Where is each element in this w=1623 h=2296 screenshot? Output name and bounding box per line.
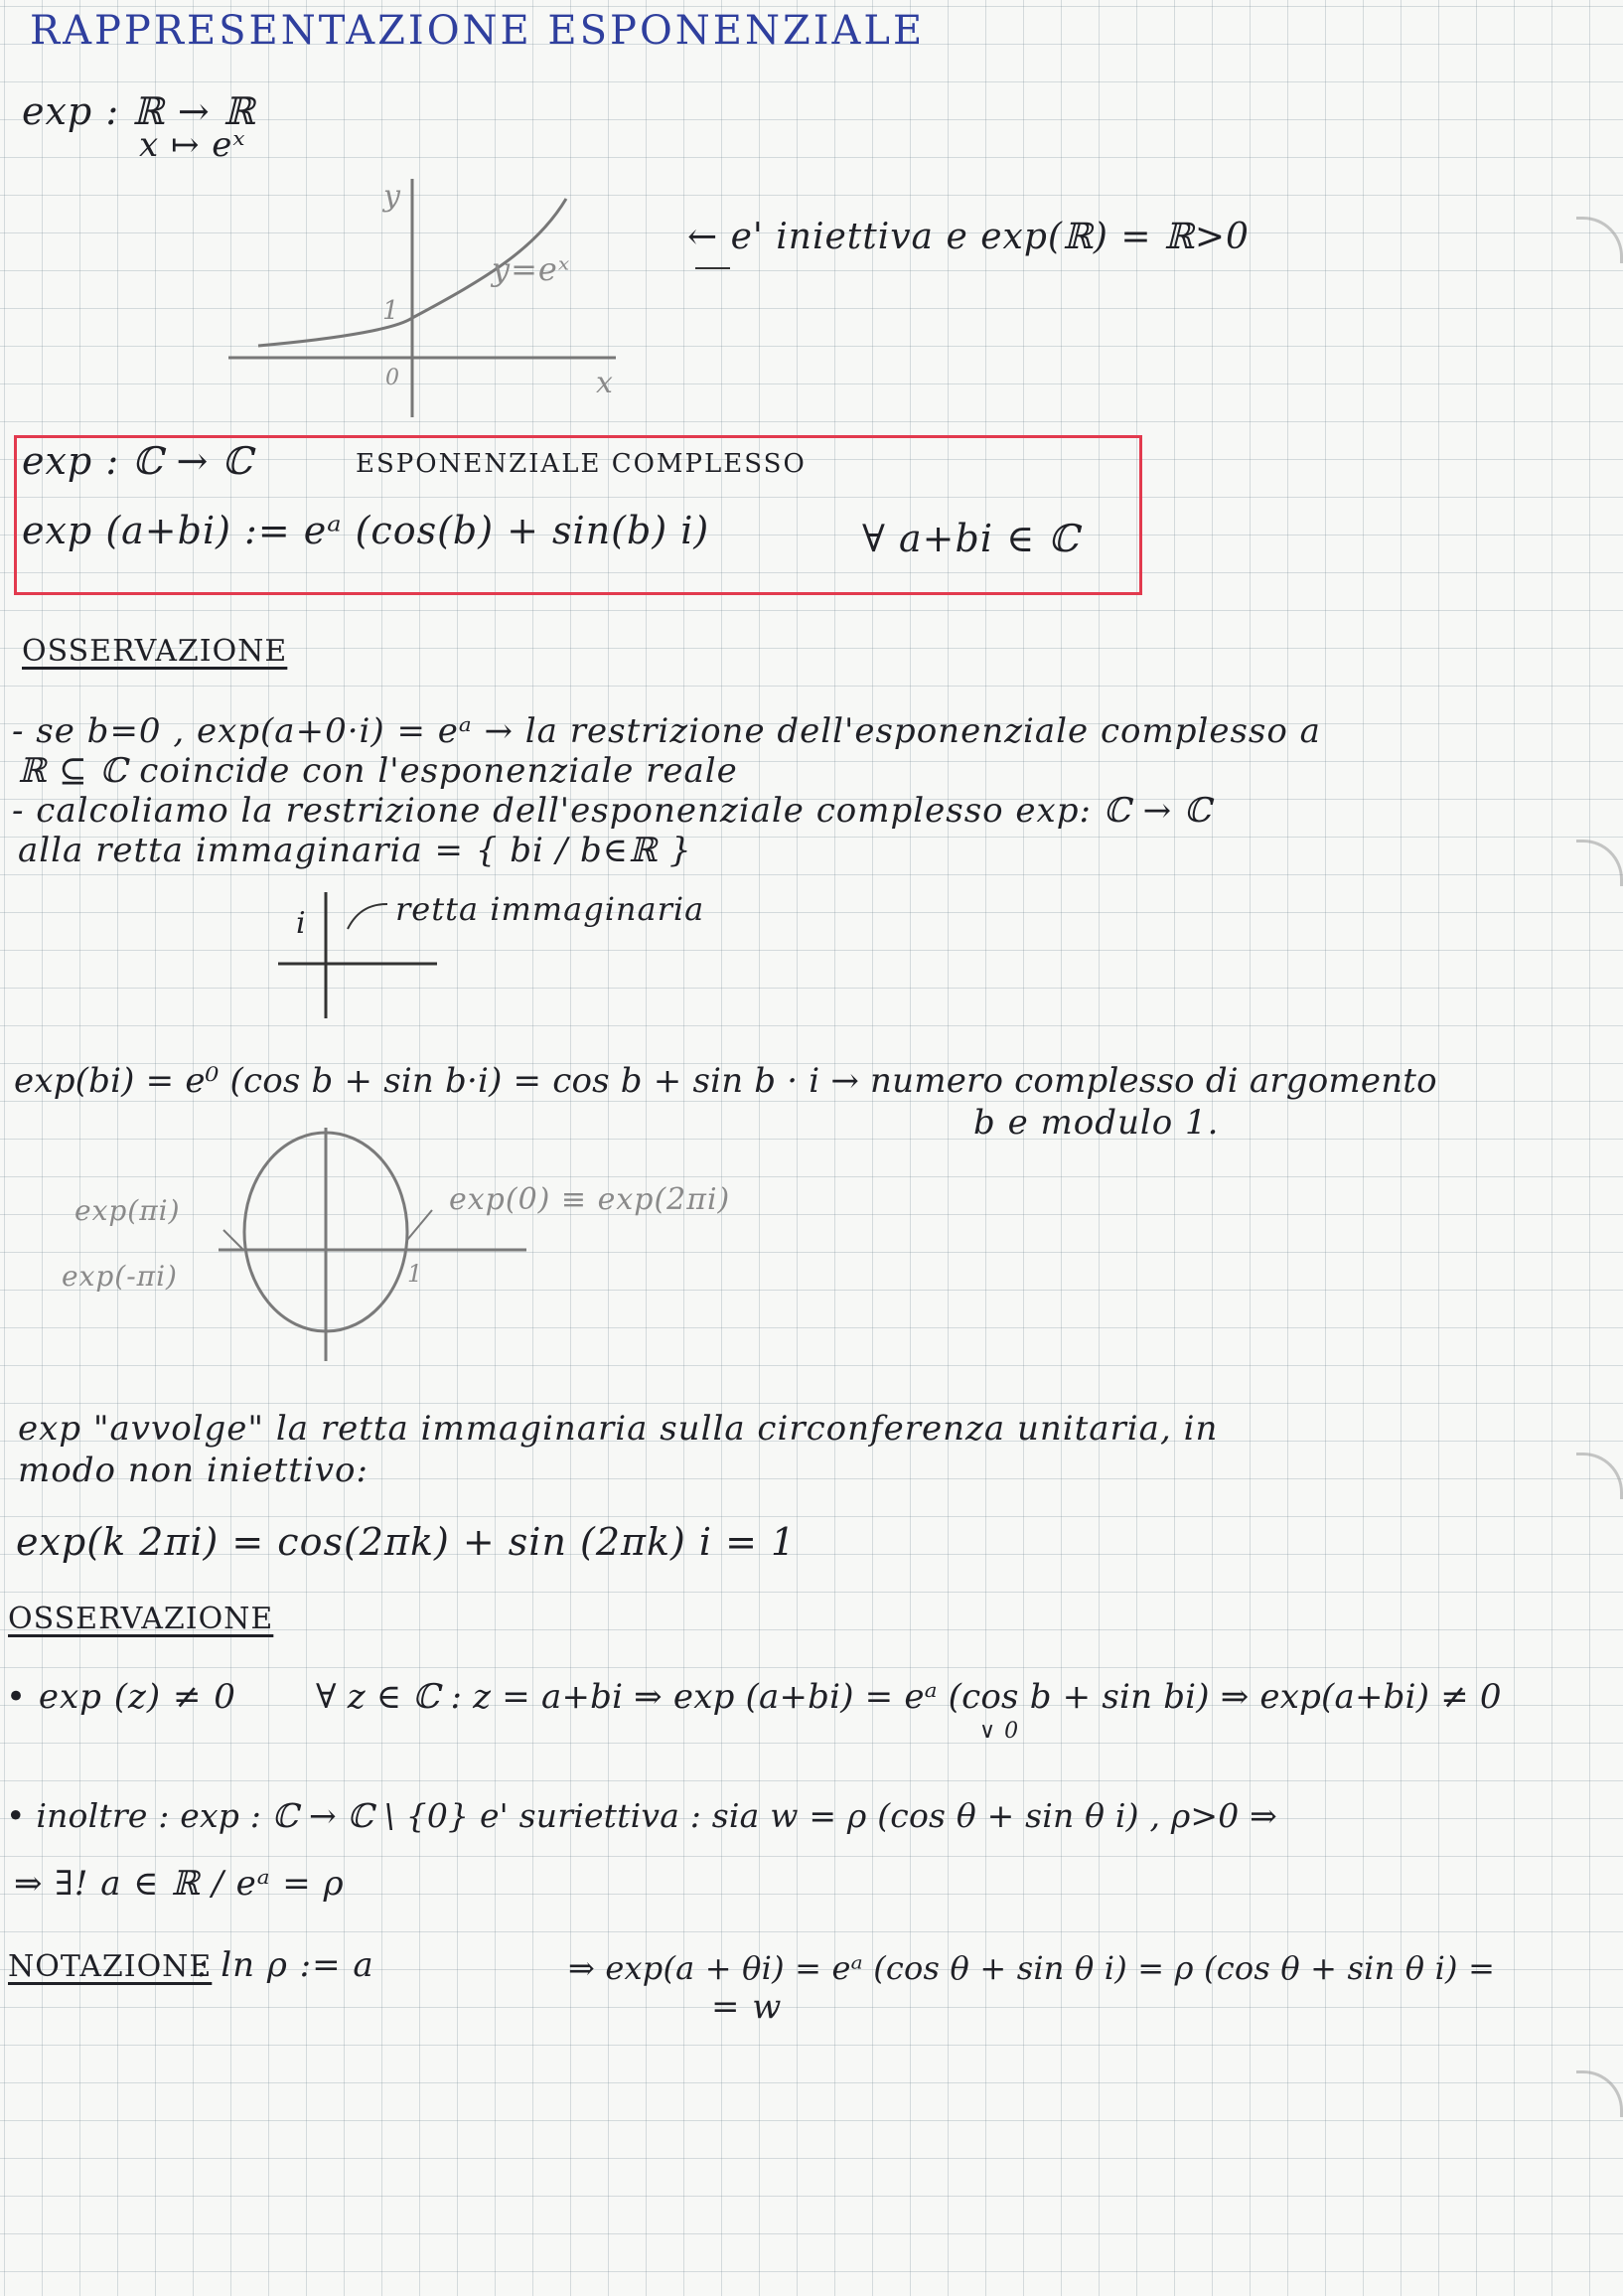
imaginary-axis-arrow: [348, 904, 387, 929]
complex-exp-domain: ∀ a+bi ∈ ℂ: [862, 517, 1080, 560]
graph-origin: 0: [385, 366, 400, 390]
complex-exp-formula: exp (a+bi) := eᵃ (cos(b) + sin(b) i): [22, 509, 710, 552]
circle-label-minus-pi: exp(-πi): [62, 1260, 178, 1293]
observation-2-surjective: • inoltre : exp : ℂ → ℂ \ {0} e' suriettiva : sia w = ρ (cos θ + sin θ i) , ρ>0 ⇒: [6, 1796, 1278, 1835]
observation-heading-1: OSSERVAZIONE: [22, 634, 288, 669]
binder-hole: [1576, 1453, 1623, 1499]
observation-2-unique-log: ⇒ ∃! a ∈ ℝ / eᵃ = ρ: [14, 1864, 345, 1904]
circle-pointer-right: [407, 1210, 432, 1240]
observation-1-line-2: ℝ ⊆ ℂ coincide con l'esponenziale reale: [18, 751, 738, 791]
unit-circle-sketch: [219, 1123, 735, 1361]
complex-exp-label: ESPONENZIALE COMPLESSO: [356, 449, 807, 479]
notation-heading: NOTAZIONE: [8, 1949, 213, 1984]
observation-1-line-4: alla retta immaginaria = { bi / b∈ℝ }: [18, 831, 692, 870]
page-title: RAPPRESENTAZIONE ESPONENZIALE: [30, 8, 926, 54]
wrap-sentence-line-1: exp "avvolge" la retta immaginaria sulla circonferenza unitaria, in: [18, 1409, 1219, 1449]
real-exp-definition: exp : ℝ → ℝ: [22, 89, 256, 133]
binder-hole: [1576, 217, 1623, 263]
exp-bi-formula-continued: b e modulo 1.: [973, 1103, 1220, 1143]
circle-label-pi: exp(πi): [74, 1194, 181, 1227]
binder-hole: [1576, 840, 1623, 886]
observation-2-nonzero-proof: ∀ z ∈ ℂ : z = a+bi ⇒ exp (a+bi) = eᵃ (cos b + sin bi) ⇒ exp(a+bi) ≠ 0: [316, 1677, 1502, 1717]
circle-label-zero: exp(0) ≡ exp(2πi): [449, 1182, 731, 1217]
notation-definition: : ln ρ := a: [197, 1945, 374, 1985]
circle-tick-one: 1: [407, 1260, 424, 1288]
graph-tick-one: 1: [382, 296, 400, 326]
observation-2-nonzero: • exp (z) ≠ 0: [6, 1677, 236, 1717]
notation-formula-tail: = w: [711, 1987, 783, 2027]
graph-y-label: y: [383, 179, 401, 214]
observation-1-line-3: - calcoliamo la restrizione dell'esponenziale complesso exp: ℂ → ℂ: [12, 791, 1212, 831]
imaginary-axis-note: retta immaginaria: [395, 890, 705, 928]
real-exp-mapping: x ↦ eˣ: [139, 125, 246, 165]
graph-x-label: x: [596, 366, 614, 400]
circle-pointer-left: [223, 1230, 243, 1250]
observation-1-line-1: - se b=0 , exp(a+0·i) = eᵃ → la restrizione dell'esponenziale complesso a: [12, 711, 1321, 751]
imaginary-axis-label: i: [296, 906, 307, 941]
wrap-formula: exp(k 2πi) = cos(2πk) + sin (2πk) i = 1: [16, 1520, 797, 1564]
observation-heading-2: OSSERVAZIONE: [8, 1602, 274, 1636]
wrap-sentence-line-2: modo non iniettivo:: [18, 1451, 369, 1490]
complex-exp-signature: exp : ℂ → ℂ: [22, 439, 253, 483]
observation-2-positive-note: ∨ 0: [979, 1719, 1020, 1744]
binder-hole: [1576, 2070, 1623, 2117]
graph-curve-label: y=eˣ: [492, 250, 571, 288]
exp-bi-formula: exp(bi) = e⁰ (cos b + sin b·i) = cos b + sin b · i → numero complesso di argomento: [14, 1061, 1437, 1101]
injectivity-note: ← e' iniettiva e exp(ℝ) = ℝ>0: [687, 217, 1250, 257]
notation-formula: ⇒ exp(a + θi) = eᵃ (cos θ + sin θ i) = ρ (cos θ + sin θ i) =: [568, 1949, 1496, 1987]
